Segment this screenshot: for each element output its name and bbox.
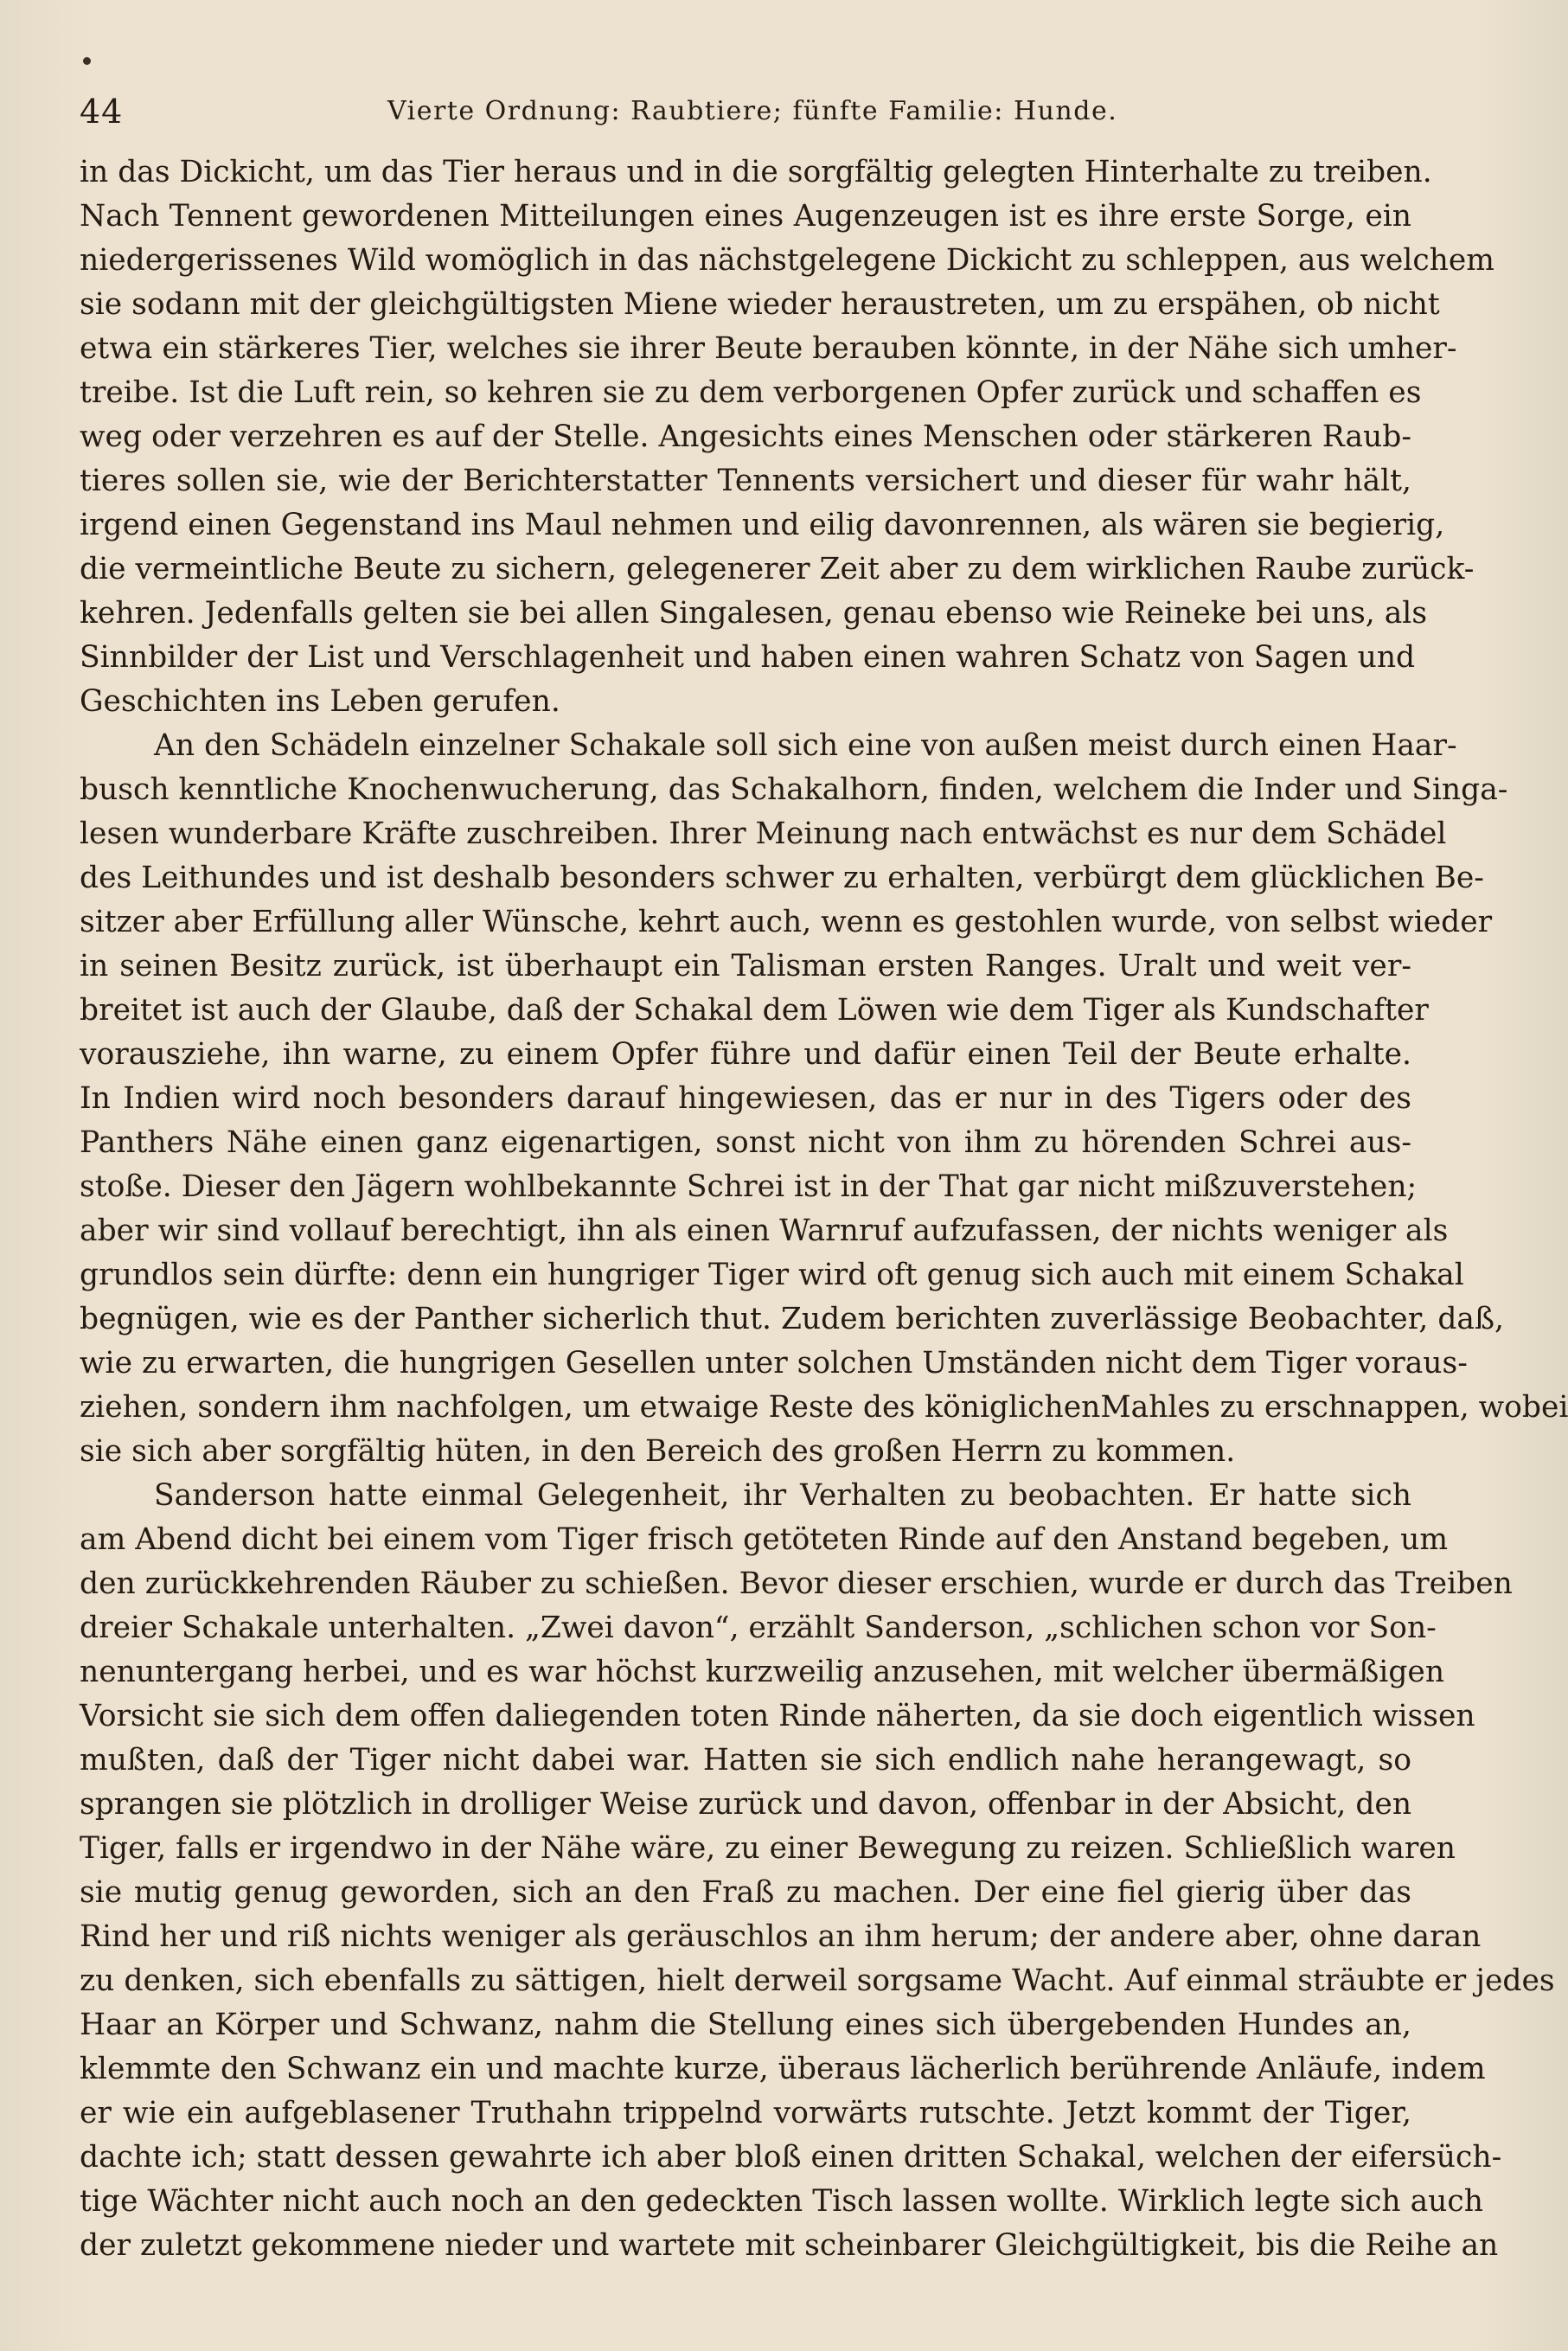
text-line: vorausziehe, ihn warne, zu einem Opfer führe und dafür einen Teil der Beute erhalte.: [80, 1037, 1411, 1072]
text-line: wie zu erwarten, die hungrigen Gesellen unter solchen Umständen nicht dem Tiger voraus-: [80, 1346, 1468, 1380]
text-line: klemmte den Schwanz ein und machte kurze, überaus lächerlich berührende Anläufe, indem: [80, 2052, 1486, 2086]
text-line: des Leithundes und ist deshalb besonders schwer zu erhalten, verbürgt dem glücklichen Be-: [80, 861, 1484, 895]
ink-dot: [83, 57, 91, 65]
text-line: weg oder verzehren es auf der Stelle. Angesichts eines Menschen oder stärkeren Raub-: [80, 420, 1411, 454]
text-line: An den Schädeln einzelner Schakale soll sich eine von außen meist durch einen Haar-: [154, 728, 1457, 763]
text-line: am Abend dicht bei einem vom Tiger frisch getöteten Rinde auf den Anstand begeben, um: [80, 1522, 1449, 1557]
text-line: er wie ein aufgeblasener Truthahn trippelnd vorwärts rutschte. Jetzt kommt der Tiger,: [80, 2096, 1411, 2130]
text-line: in das Dickicht, um das Tier heraus und in die sorgfältig gelegten Hinterhalte zu treiben.: [80, 155, 1432, 189]
text-line: in seinen Besitz zurück, ist überhaupt ein Talisman ersten Ranges. Uralt und weit ver-: [80, 949, 1411, 983]
text-line: tige Wächter nicht auch noch an den gedeckten Tisch lassen wollte. Wirklich legte sich auch: [80, 2184, 1483, 2219]
text-line: aber wir sind vollauf berechtigt, ihn als einen Warnruf aufzufassen, der nichts weniger als: [80, 1214, 1449, 1248]
text-line: dreier Schakale unterhalten. „Zwei davon“, erzählt Sanderson, „schlichen schon vor Son-: [80, 1611, 1437, 1645]
text-line: Haar an Körper und Schwanz, nahm die Stellung eines sich übergebenden Hundes an,: [80, 2008, 1411, 2042]
text-line: der zuletzt gekommene nieder und wartete mit scheinbarer Gleichgültigkeit, bis die Reihe an: [80, 2228, 1499, 2263]
text-line: grundlos sein dürfte: denn ein hungriger Tiger wird oft genug sich auch mit einem Schakal: [80, 1258, 1464, 1292]
text-line: die vermeintliche Beute zu sichern, gelegenerer Zeit aber zu dem wirklichen Raube zurück-: [80, 552, 1475, 586]
text-line: den zurückkehrenden Räuber zu schießen. Bevor dieser erschien, wurde er durch das Treiben: [80, 1566, 1513, 1601]
text-line: sprangen sie plötzlich in drolliger Weise zurück und davon, offenbar in der Absicht, den: [80, 1787, 1412, 1822]
text-line: sitzer aber Erfüllung aller Wünsche, kehrt auch, wenn es gestohlen wurde, von selbst wieder: [80, 905, 1493, 939]
text-line: ziehen, sondern ihm nachfolgen, um etwaige Reste des königlichenMahles zu erschnappen, wobei: [80, 1390, 1568, 1425]
body-text: [80, 151, 1568, 2268]
text-line: treibe. Ist die Luft rein, so kehren sie zu dem verborgenen Opfer zurück und schaffen es: [80, 375, 1422, 410]
text-line: Sanderson hatte einmal Gelegenheit, ihr Verhalten zu beobachten. Er hatte sich: [154, 1478, 1411, 1513]
page-number: 44: [80, 93, 124, 131]
text-line: In Indien wird noch besonders darauf hingewiesen, das er nur in des Tigers oder des: [80, 1081, 1411, 1116]
text-line: tieres sollen sie, wie der Berichterstatter Tennents versichert und dieser für wahr hält,: [80, 464, 1411, 498]
text-line: irgend einen Gegenstand ins Maul nehmen und eilig davonrennen, als wären sie begierig,: [80, 508, 1445, 542]
text-line: Rind her und riß nichts weniger als geräuschlos an ihm herum; der andere aber, ohne daran: [80, 1919, 1482, 1954]
text-line: mußten, daß der Tiger nicht dabei war. Hatten sie sich endlich nahe herangewagt, so: [80, 1743, 1411, 1778]
running-title: Vierte Ordnung: Raubtiere; fünfte Familie: Hunde.: [387, 96, 1118, 126]
text-line: begnügen, wie es der Panther sicherlich thut. Zudem berichten zuverlässige Beobachter, daß,: [80, 1302, 1504, 1336]
text-line: lesen wunderbare Kräfte zuschreiben. Ihrer Meinung nach entwächst es nur dem Schädel: [80, 817, 1447, 851]
text-line: sie sodann mit der gleichgültigsten Miene wieder heraustreten, um zu erspähen, ob nicht: [80, 287, 1440, 322]
text-line: Vorsicht sie sich dem offen daliegenden toten Rinde näherten, da sie doch eigentlich wissen: [80, 1699, 1475, 1733]
running-header: [80, 90, 1410, 133]
text-line: dachte ich; statt dessen gewahrte ich aber bloß einen dritten Schakal, welchen der eifersüch-: [80, 2140, 1502, 2175]
text-line: busch kenntliche Knochenwucherung, das Schakalhorn, finden, welchem die Inder und Singa-: [80, 772, 1508, 807]
text-line: sie sich aber sorgfältig hüten, in den Bereich des großen Herrn zu kommen.: [80, 1434, 1236, 1469]
text-line: Sinnbilder der List und Verschlagenheit und haben einen wahren Schatz von Sagen und: [80, 640, 1416, 675]
text-line: etwa ein stärkeres Tier, welches sie ihrer Beute berauben könnte, in der Nähe sich umher-: [80, 331, 1457, 366]
text-line: breitet ist auch der Glaube, daß der Schakal dem Löwen wie dem Tiger als Kundschafter: [80, 993, 1429, 1028]
text-line: Geschichten ins Leben gerufen.: [80, 684, 560, 719]
text-line: sie mutig genug geworden, sich an den Fraß zu machen. Der eine fiel gierig über das: [80, 1875, 1411, 1910]
text-line: kehren. Jedenfalls gelten sie bei allen Singalesen, genau ebenso wie Reineke bei uns, als: [80, 596, 1428, 631]
text-line: niedergerissenes Wild womöglich in das nächstgelegene Dickicht zu schleppen, aus welchem: [80, 243, 1494, 278]
text-line: Panthers Nähe einen ganz eigenartigen, sonst nicht von ihm zu hörenden Schrei aus-: [80, 1125, 1411, 1160]
text-line: nenuntergang herbei, und es war höchst kurzweilig anzusehen, mit welcher übermäßigen: [80, 1655, 1445, 1689]
text-line: stoße. Dieser den Jägern wohlbekannte Schrei ist in der That gar nicht mißzuverstehen;: [80, 1169, 1418, 1204]
text-line: Nach Tennent gewordenen Mitteilungen eines Augenzeugen ist es ihre erste Sorge, ein: [80, 199, 1411, 234]
text-line: Tiger, falls er irgendwo in der Nähe wäre, zu einer Bewegung zu reizen. Schließlich waren: [80, 1831, 1456, 1866]
text-line: zu denken, sich ebenfalls zu sättigen, hielt derweil sorgsame Wacht. Auf einmal sträubte er jedes: [80, 1963, 1555, 1998]
